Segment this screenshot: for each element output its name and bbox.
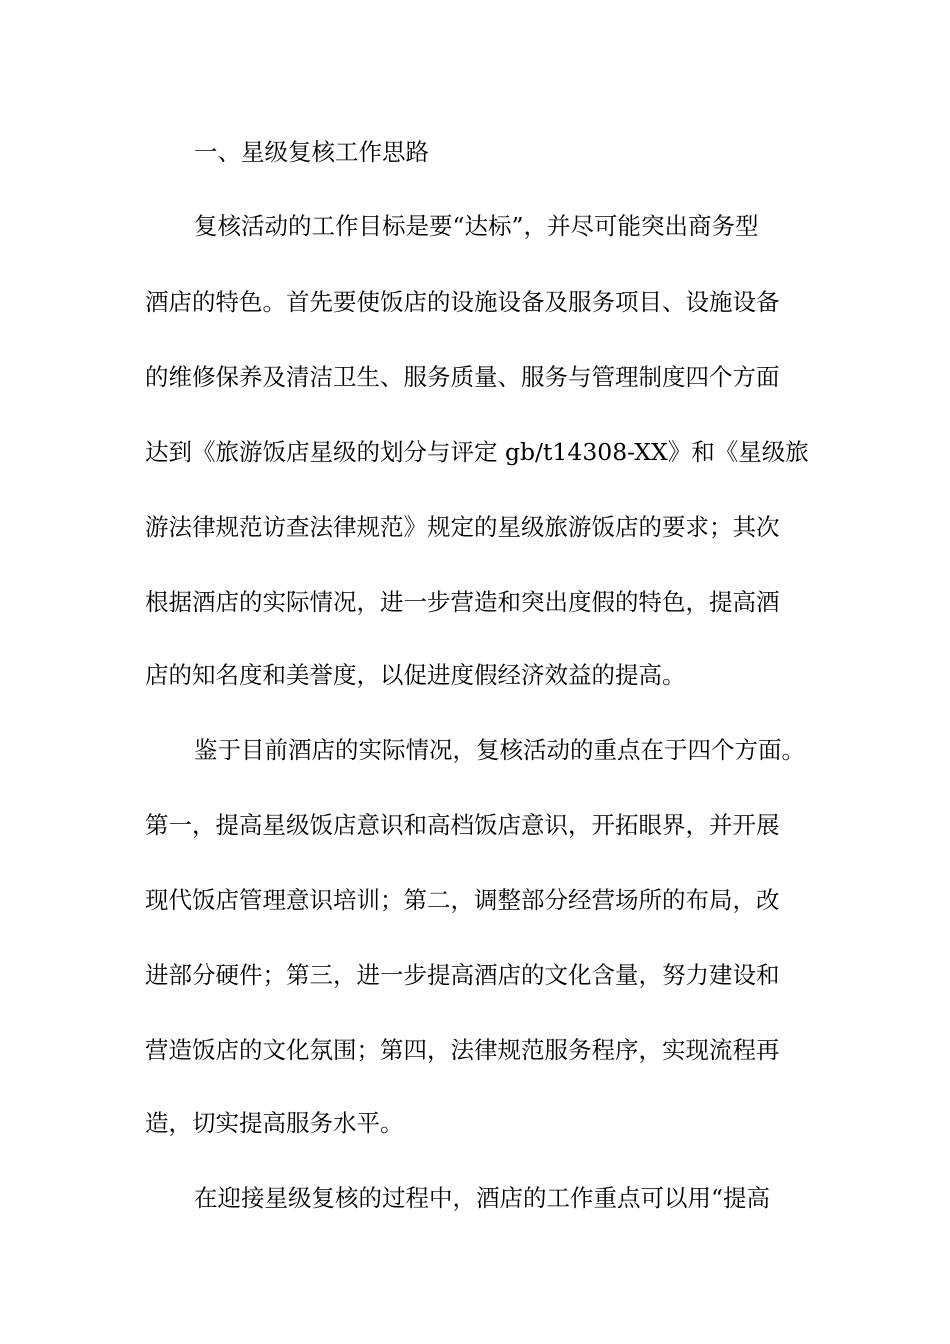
paragraph-line: 酒店的特色。首先要使饭店的设施设备及服务项目、设施设备 [145, 288, 780, 316]
paragraph-line: 在迎接星级复核的过程中，酒店的工作重点可以用“提高 [194, 1184, 771, 1212]
paragraph-line: 现代饭店管理意识培训；第二，调整部分经营场所的布局，改 [145, 886, 780, 914]
paragraph-line: 达到《旅游饭店星级的划分与评定 gb/t14308-XX》和《星级旅 [145, 438, 809, 466]
paragraph-line: 营造饭店的文化氛围；第四，法律规范服务程序，实现流程再 [145, 1036, 780, 1064]
paragraph-line: 复核活动的工作目标是要“达标”，并尽可能突出商务型 [194, 212, 759, 240]
paragraph-line: 根据酒店的实际情况，进一步营造和突出度假的特色，提高酒 [145, 588, 780, 616]
paragraph-line: 进部分硬件；第三，进一步提高酒店的文化含量，努力建设和 [145, 961, 780, 989]
paragraph-line: 店的知名度和美誉度，以促进度假经济效益的提高。 [145, 661, 686, 689]
paragraph-line: 造，切实提高服务水平。 [145, 1109, 404, 1137]
paragraph-line: 鉴于目前酒店的实际情况，复核活动的重点在于四个方面。 [194, 736, 805, 764]
paragraph-line: 游法律规范访查法律规范》规定的星级旅游饭店的要求；其次 [145, 513, 780, 541]
section-heading: 一、星级复核工作思路 [194, 138, 429, 166]
paragraph-line: 的维修保养及清洁卫生、服务质量、服务与管理制度四个方面 [145, 363, 780, 391]
paragraph-line: 第一，提高星级饭店意识和高档饭店意识，开拓眼界，并开展 [145, 811, 780, 839]
